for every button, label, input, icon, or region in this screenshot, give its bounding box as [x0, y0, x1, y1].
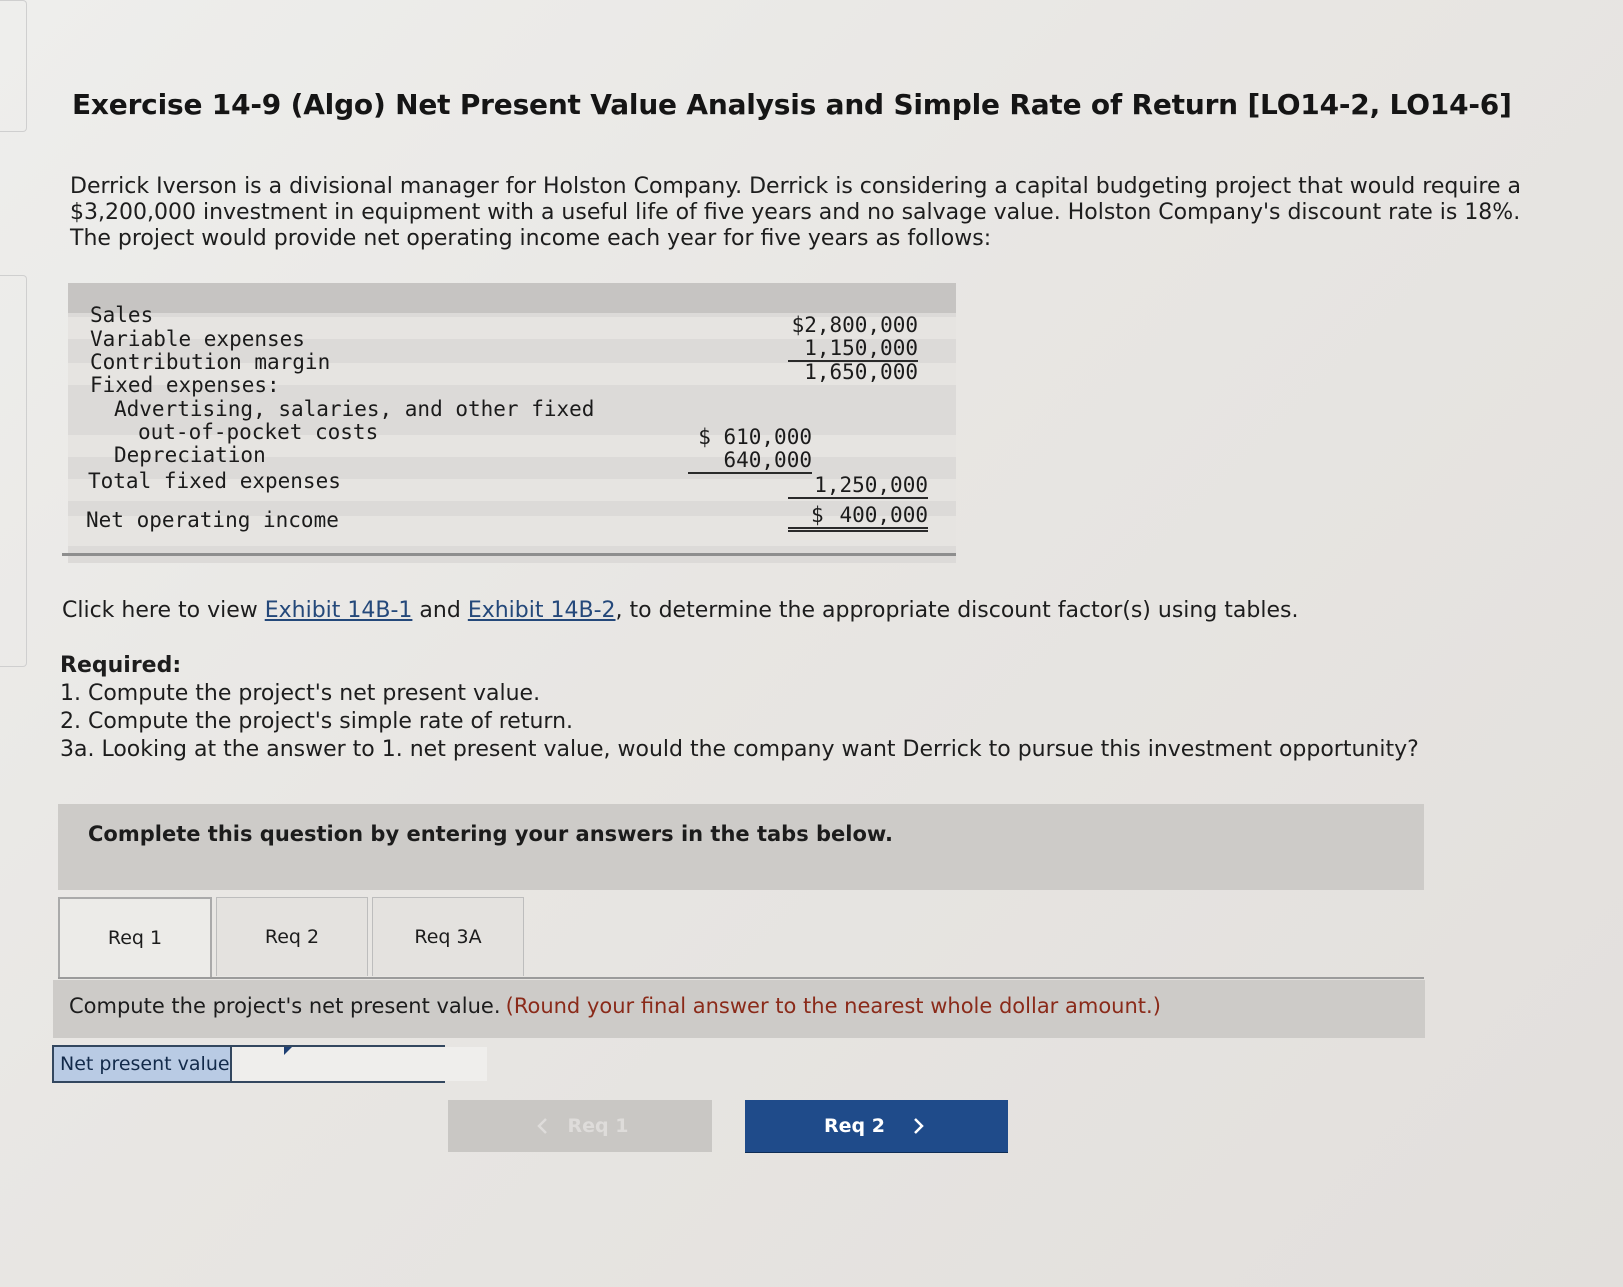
npv-label: Net present value: [54, 1047, 230, 1081]
prompt-main-text: Compute the project's net present value.: [69, 994, 501, 1018]
prev-req-label: Req 1: [567, 1115, 629, 1137]
exhibit-middle-text: and: [412, 598, 468, 623]
question-prompt: [53, 980, 1425, 1038]
prev-req-button[interactable]: [448, 1100, 712, 1152]
page-title: Exercise 14-9 (Algo) Net Present Value Analysis and Simple Rate of Return [LO14-2, LO14-6]: [72, 88, 1512, 121]
contribution-margin-label: Contribution margin: [90, 350, 331, 374]
tab-req-2[interactable]: Req 2: [216, 897, 368, 976]
exhibit-prefix-text: Click here to view: [62, 598, 265, 623]
required-item-2: 2. Compute the project's simple rate of return.: [60, 709, 574, 734]
tab-req-1[interactable]: Req 1: [58, 897, 212, 977]
fixed-expenses-label: Fixed expenses:: [90, 373, 280, 397]
tab-divider: [58, 977, 1424, 979]
instructions-text: Complete this question by entering your answers in the tabs below.: [88, 822, 893, 846]
left-panel-edge: [0, 275, 27, 667]
npv-answer-row: [52, 1045, 445, 1083]
chevron-left-icon: [532, 1115, 554, 1137]
variable-expenses-value: 1,150,000: [788, 336, 918, 362]
variable-expenses-label: Variable expenses: [90, 327, 305, 351]
next-req-button[interactable]: [745, 1100, 1008, 1152]
net-operating-income-value: 400,000: [788, 503, 928, 532]
required-section: [60, 652, 1419, 764]
out-of-pocket-label: out-of-pocket costs: [138, 420, 379, 444]
sales-label: Sales: [90, 303, 154, 327]
required-item-3a: 3a. Looking at the answer to 1. net present value, would the company want Derrick to pursue this investment opportunity?: [60, 737, 1419, 762]
required-heading: Required:: [60, 653, 182, 678]
chevron-right-icon: [907, 1115, 929, 1137]
input-indicator-icon: [284, 1047, 292, 1055]
sales-value: $2,800,000: [791, 313, 918, 337]
exhibit-suffix-text: , to determine the appropriate discount factor(s) using tables.: [615, 598, 1299, 623]
instructions-banner: [58, 804, 1424, 890]
prompt-rounding-note: (Round your final answer to the nearest whole dollar amount.): [505, 994, 1161, 1018]
statement-bottom-rule: [62, 553, 956, 556]
depreciation-label: Depreciation: [114, 443, 266, 467]
total-fixed-expenses-label: Total fixed expenses: [88, 469, 341, 493]
advertising-label: Advertising, salaries, and other fixed: [114, 397, 595, 421]
next-req-label: Req 2: [824, 1115, 885, 1137]
contribution-margin-value: 1,650,000: [804, 360, 918, 384]
problem-intro: Derrick Iverson is a divisional manager for Holston Company. Derrick is considering a capital budgeting project that would require a $3,200,000 investment in equipment with a useful life of five years and no salvage value. Holston Company's discount rate is 18%. The project would provide net operating income each year for five years as follows:: [70, 174, 1521, 251]
exhibit-14b-1-link[interactable]: Exhibit 14B-1: [264, 598, 413, 623]
exhibit-14b-2-link[interactable]: Exhibit 14B-2: [467, 598, 616, 623]
net-operating-income-label: Net operating income: [86, 508, 339, 532]
total-fixed-expenses-value: 1,250,000: [788, 473, 928, 499]
advertising-value: $ 610,000: [698, 425, 812, 449]
required-item-1: 1. Compute the project's net present value.: [60, 681, 541, 706]
exhibit-instructions: [62, 598, 1298, 623]
left-panel-edge: [0, 0, 27, 132]
tab-req-3a[interactable]: Req 3A: [372, 897, 524, 976]
npv-input[interactable]: [230, 1047, 487, 1081]
depreciation-value: 640,000: [688, 448, 812, 474]
net-operating-income-currency: $: [811, 503, 824, 527]
statement-header-band: [68, 283, 956, 313]
income-statement: [68, 283, 956, 563]
